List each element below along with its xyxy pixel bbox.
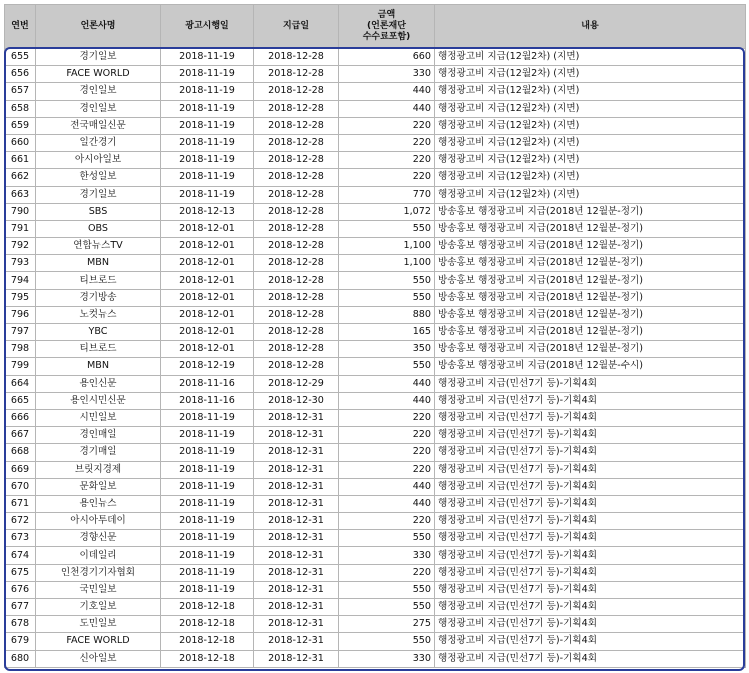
cell-pay-date: 2018-12-31 (254, 513, 339, 530)
cell-media: 도민일보 (36, 616, 161, 633)
table-row (5, 272, 746, 289)
cell-description: 행정광고비 지급(12월2차) (지면) (435, 66, 746, 83)
cell-description: 행정광고비 지급(민선7기 등)-기획4회 (435, 392, 746, 409)
table-row (5, 66, 746, 83)
cell-ad-date: 2018-12-01 (161, 341, 254, 358)
cell-ad-date: 2018-11-19 (161, 530, 254, 547)
cell-pay-date: 2018-12-28 (254, 49, 339, 66)
cell-description: 행정광고비 지급(12월2차) (지면) (435, 134, 746, 151)
table-row (5, 633, 746, 650)
cell-media: 경기방송 (36, 289, 161, 306)
cell-ad-date: 2018-11-19 (161, 564, 254, 581)
cell-description: 행정광고비 지급(12월2차) (지면) (435, 169, 746, 186)
cell-no: 795 (5, 289, 36, 306)
table-row (5, 513, 746, 530)
cell-no: 673 (5, 530, 36, 547)
cell-pay-date: 2018-12-31 (254, 461, 339, 478)
table-row (5, 238, 746, 255)
cell-description: 방송홍보 행정광고비 지급(2018년 12월분-정기) (435, 324, 746, 341)
cell-amount: 220 (339, 461, 435, 478)
cell-no: 669 (5, 461, 36, 478)
cell-ad-date: 2018-12-18 (161, 650, 254, 667)
cell-ad-date: 2018-12-18 (161, 599, 254, 616)
cell-no: 663 (5, 186, 36, 203)
cell-amount: 440 (339, 100, 435, 117)
table-row (5, 203, 746, 220)
cell-description: 방송홍보 행정광고비 지급(2018년 12월분-정기) (435, 341, 746, 358)
table-row (5, 650, 746, 667)
cell-ad-date: 2018-11-19 (161, 461, 254, 478)
cell-pay-date: 2018-12-28 (254, 255, 339, 272)
table-row (5, 83, 746, 100)
cell-pay-date: 2018-12-31 (254, 581, 339, 598)
cell-amount: 550 (339, 633, 435, 650)
cell-description: 행정광고비 지급(12월2차) (지면) (435, 152, 746, 169)
table-row (5, 616, 746, 633)
cell-media: 이데일리 (36, 547, 161, 564)
cell-no: 667 (5, 427, 36, 444)
cell-media: 아시아투데이 (36, 513, 161, 530)
header-amount-line3: 수수료포함) (362, 32, 411, 42)
cell-description: 행정광고비 지급(민선7기 등)-기획4회 (435, 564, 746, 581)
table-row (5, 581, 746, 598)
cell-media: 일간경기 (36, 134, 161, 151)
table-row (5, 392, 746, 409)
cell-no: 796 (5, 306, 36, 323)
cell-description: 행정광고비 지급(민선7기 등)-기획4회 (435, 461, 746, 478)
cell-ad-date: 2018-11-19 (161, 186, 254, 203)
cell-no: 670 (5, 478, 36, 495)
cell-amount: 350 (339, 341, 435, 358)
table-header (5, 5, 746, 49)
cell-description: 행정광고비 지급(12월2차) (지면) (435, 117, 746, 134)
cell-pay-date: 2018-12-28 (254, 152, 339, 169)
header-amount-line1: 금액 (377, 10, 396, 20)
cell-no: 676 (5, 581, 36, 598)
cell-pay-date: 2018-12-31 (254, 616, 339, 633)
cell-no: 665 (5, 392, 36, 409)
cell-media: OBS (36, 220, 161, 237)
table-row (5, 289, 746, 306)
cell-pay-date: 2018-12-31 (254, 427, 339, 444)
table-row (5, 375, 746, 392)
cell-no: 675 (5, 564, 36, 581)
cell-description: 행정광고비 지급(민선7기 등)-기획4회 (435, 409, 746, 426)
cell-description: 행정광고비 지급(12월2차) (지면) (435, 83, 746, 100)
cell-ad-date: 2018-12-01 (161, 255, 254, 272)
table-row (5, 306, 746, 323)
cell-pay-date: 2018-12-29 (254, 375, 339, 392)
cell-media: 경인매일 (36, 427, 161, 444)
cell-ad-date: 2018-11-19 (161, 49, 254, 66)
cell-pay-date: 2018-12-31 (254, 444, 339, 461)
header-no: 연번 (5, 5, 36, 49)
cell-ad-date: 2018-11-19 (161, 444, 254, 461)
cell-amount: 550 (339, 581, 435, 598)
cell-amount: 220 (339, 564, 435, 581)
cell-amount: 330 (339, 66, 435, 83)
cell-media: 경기일보 (36, 49, 161, 66)
cell-pay-date: 2018-12-31 (254, 495, 339, 512)
cell-amount: 660 (339, 49, 435, 66)
cell-no: 662 (5, 169, 36, 186)
cell-ad-date: 2018-12-01 (161, 306, 254, 323)
cell-ad-date: 2018-12-18 (161, 633, 254, 650)
cell-no: 793 (5, 255, 36, 272)
cell-pay-date: 2018-12-28 (254, 358, 339, 375)
header-ad-date: 광고시행일 (161, 5, 254, 49)
cell-amount: 330 (339, 650, 435, 667)
cell-media: 경향신문 (36, 530, 161, 547)
cell-pay-date: 2018-12-28 (254, 306, 339, 323)
cell-amount: 550 (339, 289, 435, 306)
cell-amount: 220 (339, 134, 435, 151)
cell-ad-date: 2018-12-01 (161, 272, 254, 289)
table-row (5, 461, 746, 478)
cell-media: 용인시민신문 (36, 392, 161, 409)
cell-no: 680 (5, 650, 36, 667)
cell-description: 방송홍보 행정광고비 지급(2018년 12월분-정기) (435, 238, 746, 255)
cell-ad-date: 2018-11-19 (161, 169, 254, 186)
table-row (5, 169, 746, 186)
cell-no: 668 (5, 444, 36, 461)
cell-amount: 330 (339, 547, 435, 564)
cell-description: 행정광고비 지급(민선7기 등)-기획4회 (435, 375, 746, 392)
cell-pay-date: 2018-12-28 (254, 100, 339, 117)
header-pay-date: 지급일 (254, 5, 339, 49)
table-row (5, 427, 746, 444)
cell-amount: 550 (339, 530, 435, 547)
cell-amount: 220 (339, 169, 435, 186)
cell-description: 방송홍보 행정광고비 지급(2018년 12월분-정기) (435, 220, 746, 237)
cell-media: 문화일보 (36, 478, 161, 495)
cell-pay-date: 2018-12-28 (254, 272, 339, 289)
cell-amount: 220 (339, 409, 435, 426)
cell-pay-date: 2018-12-28 (254, 134, 339, 151)
cell-media: 신아일보 (36, 650, 161, 667)
cell-pay-date: 2018-12-28 (254, 289, 339, 306)
cell-ad-date: 2018-11-19 (161, 152, 254, 169)
cell-amount: 440 (339, 495, 435, 512)
cell-media: 노컷뉴스 (36, 306, 161, 323)
cell-pay-date: 2018-12-31 (254, 650, 339, 667)
cell-media: FACE WORLD (36, 633, 161, 650)
cell-media: YBC (36, 324, 161, 341)
cell-description: 행정광고비 지급(민선7기 등)-기획4회 (435, 530, 746, 547)
header-description: 내용 (435, 5, 746, 49)
cell-pay-date: 2018-12-28 (254, 324, 339, 341)
table-row (5, 530, 746, 547)
cell-ad-date: 2018-12-01 (161, 289, 254, 306)
cell-description: 행정광고비 지급(민선7기 등)-기획4회 (435, 599, 746, 616)
cell-no: 658 (5, 100, 36, 117)
cell-amount: 1,072 (339, 203, 435, 220)
table-row (5, 100, 746, 117)
cell-no: 656 (5, 66, 36, 83)
cell-amount: 220 (339, 513, 435, 530)
cell-media: MBN (36, 358, 161, 375)
cell-no: 657 (5, 83, 36, 100)
cell-media: 티브로드 (36, 341, 161, 358)
cell-pay-date: 2018-12-28 (254, 341, 339, 358)
cell-media: 티브로드 (36, 272, 161, 289)
cell-amount: 440 (339, 392, 435, 409)
cell-pay-date: 2018-12-28 (254, 238, 339, 255)
cell-no: 792 (5, 238, 36, 255)
cell-ad-date: 2018-12-01 (161, 238, 254, 255)
table-row (5, 495, 746, 512)
cell-pay-date: 2018-12-30 (254, 392, 339, 409)
cell-media: MBN (36, 255, 161, 272)
cell-description: 행정광고비 지급(민선7기 등)-기획4회 (435, 616, 746, 633)
cell-ad-date: 2018-11-16 (161, 375, 254, 392)
cell-description: 방송홍보 행정광고비 지급(2018년 12월분-정기) (435, 306, 746, 323)
cell-description: 행정광고비 지급(민선7기 등)-기획4회 (435, 478, 746, 495)
cell-no: 798 (5, 341, 36, 358)
cell-amount: 440 (339, 478, 435, 495)
cell-no: 678 (5, 616, 36, 633)
cell-ad-date: 2018-11-19 (161, 100, 254, 117)
cell-media: 아시아일보 (36, 152, 161, 169)
cell-amount: 440 (339, 83, 435, 100)
cell-media: 용인신문 (36, 375, 161, 392)
cell-amount: 770 (339, 186, 435, 203)
cell-media: 브릿지경제 (36, 461, 161, 478)
cell-ad-date: 2018-11-19 (161, 427, 254, 444)
table-row (5, 478, 746, 495)
cell-no: 679 (5, 633, 36, 650)
cell-no: 660 (5, 134, 36, 151)
table-row (5, 599, 746, 616)
cell-no: 661 (5, 152, 36, 169)
cell-pay-date: 2018-12-28 (254, 83, 339, 100)
cell-amount: 220 (339, 152, 435, 169)
cell-no: 677 (5, 599, 36, 616)
cell-no: 655 (5, 49, 36, 66)
cell-media: 국민일보 (36, 581, 161, 598)
cell-amount: 550 (339, 358, 435, 375)
cell-description: 행정광고비 지급(민선7기 등)-기획4회 (435, 633, 746, 650)
cell-ad-date: 2018-12-13 (161, 203, 254, 220)
cell-description: 행정광고비 지급(12월2차) (지면) (435, 100, 746, 117)
cell-ad-date: 2018-11-19 (161, 478, 254, 495)
table-body (5, 49, 746, 668)
cell-ad-date: 2018-11-19 (161, 134, 254, 151)
cell-amount: 220 (339, 427, 435, 444)
table-row (5, 547, 746, 564)
cell-ad-date: 2018-11-19 (161, 581, 254, 598)
cell-media: 인천경기기자협회 (36, 564, 161, 581)
cell-media: FACE WORLD (36, 66, 161, 83)
cell-description: 행정광고비 지급(민선7기 등)-기획4회 (435, 513, 746, 530)
cell-ad-date: 2018-11-19 (161, 547, 254, 564)
cell-no: 797 (5, 324, 36, 341)
cell-amount: 220 (339, 444, 435, 461)
cell-media: 연합뉴스TV (36, 238, 161, 255)
cell-pay-date: 2018-12-28 (254, 220, 339, 237)
cell-ad-date: 2018-11-19 (161, 66, 254, 83)
cell-media: 전국매일신문 (36, 117, 161, 134)
cell-description: 행정광고비 지급(12월2차) (지면) (435, 186, 746, 203)
header-amount (339, 5, 435, 49)
cell-media: 경인일보 (36, 100, 161, 117)
table-row (5, 444, 746, 461)
cell-no: 790 (5, 203, 36, 220)
cell-pay-date: 2018-12-28 (254, 66, 339, 83)
header-row (5, 5, 746, 49)
cell-description: 행정광고비 지급(민선7기 등)-기획4회 (435, 427, 746, 444)
cell-no: 671 (5, 495, 36, 512)
ad-expense-table (4, 4, 746, 668)
table-row (5, 49, 746, 66)
table-row (5, 255, 746, 272)
cell-ad-date: 2018-12-01 (161, 324, 254, 341)
cell-amount: 550 (339, 599, 435, 616)
cell-description: 행정광고비 지급(민선7기 등)-기획4회 (435, 495, 746, 512)
cell-description: 방송홍보 행정광고비 지급(2018년 12월분-정기) (435, 255, 746, 272)
cell-ad-date: 2018-11-19 (161, 513, 254, 530)
cell-no: 659 (5, 117, 36, 134)
cell-no: 791 (5, 220, 36, 237)
cell-media: SBS (36, 203, 161, 220)
cell-amount: 880 (339, 306, 435, 323)
cell-media: 한성일보 (36, 169, 161, 186)
cell-pay-date: 2018-12-31 (254, 478, 339, 495)
table-row (5, 358, 746, 375)
cell-media: 경기일보 (36, 186, 161, 203)
table-row (5, 186, 746, 203)
cell-ad-date: 2018-11-19 (161, 495, 254, 512)
cell-media: 시민일보 (36, 409, 161, 426)
table-row (5, 152, 746, 169)
cell-media: 용인뉴스 (36, 495, 161, 512)
cell-description: 방송홍보 행정광고비 지급(2018년 12월분-정기) (435, 289, 746, 306)
cell-description: 행정광고비 지급(민선7기 등)-기획4회 (435, 581, 746, 598)
cell-description: 방송홍보 행정광고비 지급(2018년 12월분-정기) (435, 272, 746, 289)
cell-ad-date: 2018-12-19 (161, 358, 254, 375)
cell-pay-date: 2018-12-31 (254, 530, 339, 547)
cell-amount: 550 (339, 272, 435, 289)
cell-amount: 1,100 (339, 255, 435, 272)
cell-description: 행정광고비 지급(12월2차) (지면) (435, 49, 746, 66)
table-row (5, 220, 746, 237)
cell-pay-date: 2018-12-31 (254, 564, 339, 581)
cell-pay-date: 2018-12-28 (254, 186, 339, 203)
cell-amount: 440 (339, 375, 435, 392)
cell-pay-date: 2018-12-31 (254, 547, 339, 564)
table-row (5, 409, 746, 426)
table-row (5, 341, 746, 358)
table-row (5, 134, 746, 151)
cell-pay-date: 2018-12-31 (254, 633, 339, 650)
header-media: 언론사명 (36, 5, 161, 49)
cell-media: 기호일보 (36, 599, 161, 616)
cell-no: 664 (5, 375, 36, 392)
cell-pay-date: 2018-12-28 (254, 117, 339, 134)
table-row (5, 324, 746, 341)
cell-no: 666 (5, 409, 36, 426)
cell-ad-date: 2018-11-19 (161, 117, 254, 134)
cell-media: 경인일보 (36, 83, 161, 100)
cell-media: 경기매일 (36, 444, 161, 461)
cell-pay-date: 2018-12-28 (254, 169, 339, 186)
cell-no: 672 (5, 513, 36, 530)
cell-description: 행정광고비 지급(민선7기 등)-기획4회 (435, 444, 746, 461)
cell-no: 799 (5, 358, 36, 375)
cell-amount: 550 (339, 220, 435, 237)
cell-description: 행정광고비 지급(민선7기 등)-기획4회 (435, 547, 746, 564)
cell-amount: 275 (339, 616, 435, 633)
cell-amount: 1,100 (339, 238, 435, 255)
table-row (5, 564, 746, 581)
cell-ad-date: 2018-11-16 (161, 392, 254, 409)
cell-ad-date: 2018-12-01 (161, 220, 254, 237)
cell-no: 674 (5, 547, 36, 564)
cell-description: 방송홍보 행정광고비 지급(2018년 12월분-수시) (435, 358, 746, 375)
header-amount-line2: (언론재단 (367, 21, 406, 31)
cell-ad-date: 2018-11-19 (161, 83, 254, 100)
cell-amount: 165 (339, 324, 435, 341)
cell-description: 방송홍보 행정광고비 지급(2018년 12월분-정기) (435, 203, 746, 220)
cell-pay-date: 2018-12-28 (254, 203, 339, 220)
cell-ad-date: 2018-12-18 (161, 616, 254, 633)
cell-amount: 220 (339, 117, 435, 134)
cell-pay-date: 2018-12-31 (254, 409, 339, 426)
cell-pay-date: 2018-12-31 (254, 599, 339, 616)
cell-description: 행정광고비 지급(민선7기 등)-기획4회 (435, 650, 746, 667)
cell-ad-date: 2018-11-19 (161, 409, 254, 426)
cell-no: 794 (5, 272, 36, 289)
table-row (5, 117, 746, 134)
